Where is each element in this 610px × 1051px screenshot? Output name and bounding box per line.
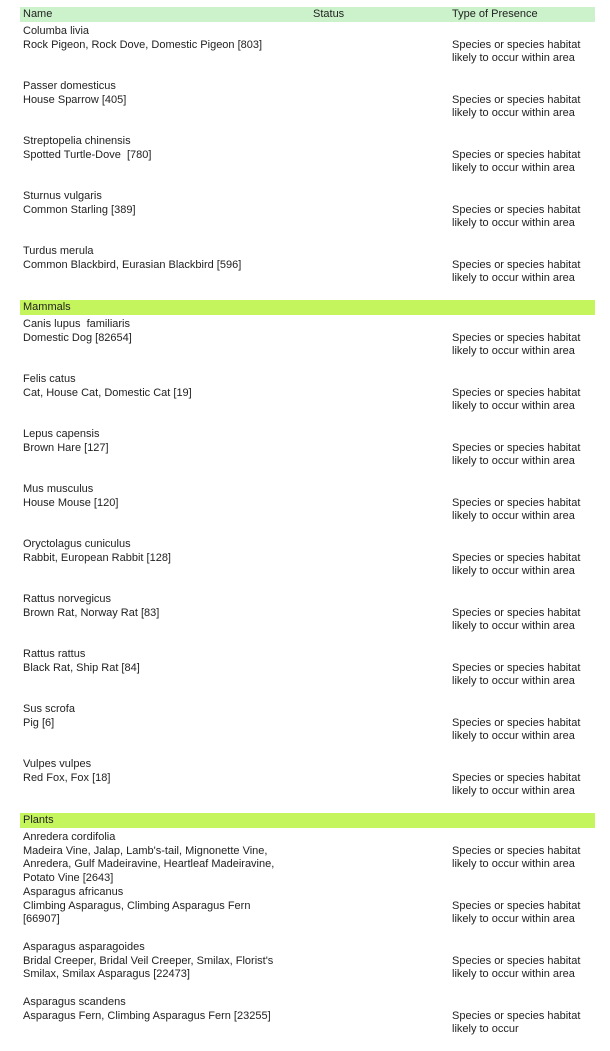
scientific-name: Asparagus asparagoides [23,941,145,953]
scientific-name: Sus scrofa [23,703,75,715]
species-row [20,428,595,483]
species-row [20,758,595,813]
presence-value: Species or species habitat likely to occur within area [452,606,581,632]
common-name: House Mouse [120] [23,496,119,509]
presence-value: Species or species habitat likely to occur within area [452,93,581,119]
name-cell [20,758,282,785]
section-label: Plants [23,814,54,826]
presence-value: Species or species habitat likely to occur within area [452,258,581,284]
species-row [20,703,595,758]
presence-value: Species or species habitat likely to occur within area [452,661,581,687]
species-row [20,831,595,886]
name-cell [20,190,282,217]
species-row [20,941,595,996]
table-header-row [20,7,595,22]
species-row [20,190,595,245]
species-row [20,648,595,703]
name-cell [20,135,282,162]
common-name: House Sparrow [405] [23,93,127,106]
common-name: Bridal Creeper, Bridal Veil Creeper, Smilax, Florist's Smilax, Smilax Asparagus [22473] [23,954,277,980]
scientific-name: Canis lupus familiaris [23,318,130,330]
scientific-name: Oryctolagus cuniculus [23,538,131,550]
name-cell [20,648,282,675]
species-row [20,483,595,538]
common-name: Asparagus Fern, Climbing Asparagus Fern [23255] [23,1009,271,1022]
section-label: Mammals [23,301,71,313]
common-name: Rock Pigeon, Rock Dove, Domestic Pigeon [803] [23,38,263,51]
presence-value: Species or species habitat likely to occur within area [452,331,581,357]
species-table-body [20,25,595,1051]
presence-value: Species or species habitat likely to occur within area [452,386,581,412]
species-report-table [20,7,595,1051]
scientific-name: Columba livia [23,25,90,37]
species-row [20,886,595,941]
scientific-name: Vulpes vulpes [23,758,92,770]
column-header-status: Status [313,8,345,20]
name-cell [20,483,282,510]
section-header-row [20,300,595,315]
presence-value: Species or species habitat likely to occur within area [452,496,581,522]
scientific-name: Sturnus vulgaris [23,190,102,202]
scientific-name: Asparagus scandens [23,996,126,1008]
name-cell [20,80,282,107]
species-row [20,538,595,593]
common-name: Red Fox, Fox [18] [23,771,111,784]
scientific-name: Rattus rattus [23,648,86,660]
column-header-presence: Type of Presence [452,8,538,20]
name-cell [20,831,282,885]
name-cell [20,538,282,565]
scientific-name: Lepus capensis [23,428,100,440]
common-name: Madeira Vine, Jalap, Lamb's-tail, Mignonette Vine, Anredera, Gulf Madeiravine, Heartleaf Madeiravine, Potato Vine [2643] [23,844,278,884]
presence-value: Species or species habitat likely to occur within area [452,954,581,980]
common-name: Common Blackbird, Eurasian Blackbird [596] [23,258,242,271]
common-name: Black Rat, Ship Rat [84] [23,661,140,674]
presence-value: Species or species habitat likely to occur within area [452,203,581,229]
column-header-name: Name [23,8,53,20]
section-header-row [20,813,595,828]
name-cell [20,25,282,52]
presence-value: Species or species habitat likely to occur within area [452,441,581,467]
name-cell [20,318,282,345]
name-cell [20,593,282,620]
presence-value: Species or species habitat likely to occur within area [452,551,581,577]
name-cell [20,245,282,272]
species-row [20,593,595,648]
presence-value: Species or species habitat likely to occur within area [452,899,581,925]
common-name: Rabbit, European Rabbit [128] [23,551,171,564]
common-name: Brown Hare [127] [23,441,109,454]
scientific-name: Mus musculus [23,483,94,495]
species-row [20,245,595,300]
name-cell [20,996,282,1023]
name-cell [20,703,282,730]
common-name: Common Starling [389] [23,203,136,216]
common-name: Cat, House Cat, Domestic Cat [19] [23,386,192,399]
scientific-name: Turdus merula [23,245,94,257]
scientific-name: Passer domesticus [23,80,116,92]
name-cell [20,886,282,927]
scientific-name: Felis catus [23,373,76,385]
presence-value: Species or species habitat likely to occur within area [452,844,581,870]
species-row [20,318,595,373]
scientific-name: Rattus norvegicus [23,593,112,605]
species-row [20,373,595,428]
species-row [20,25,595,80]
presence-value: Species or species habitat likely to occur [452,1009,581,1035]
name-cell [20,373,282,400]
species-row [20,996,595,1051]
name-cell [20,428,282,455]
presence-value: Species or species habitat likely to occur within area [452,771,581,797]
common-name: Spotted Turtle-Dove [780] [23,148,152,161]
common-name: Climbing Asparagus, Climbing Asparagus Fern [66907] [23,899,254,925]
presence-value: Species or species habitat likely to occur within area [452,38,581,64]
name-cell [20,941,282,982]
presence-value: Species or species habitat likely to occur within area [452,716,581,742]
species-row [20,80,595,135]
scientific-name: Asparagus africanus [23,886,124,898]
common-name: Pig [6] [23,716,55,729]
common-name: Domestic Dog [82654] [23,331,132,344]
presence-value: Species or species habitat likely to occur within area [452,148,581,174]
scientific-name: Anredera cordifolia [23,831,116,843]
scientific-name: Streptopelia chinensis [23,135,131,147]
species-row [20,135,595,190]
common-name: Brown Rat, Norway Rat [83] [23,606,160,619]
